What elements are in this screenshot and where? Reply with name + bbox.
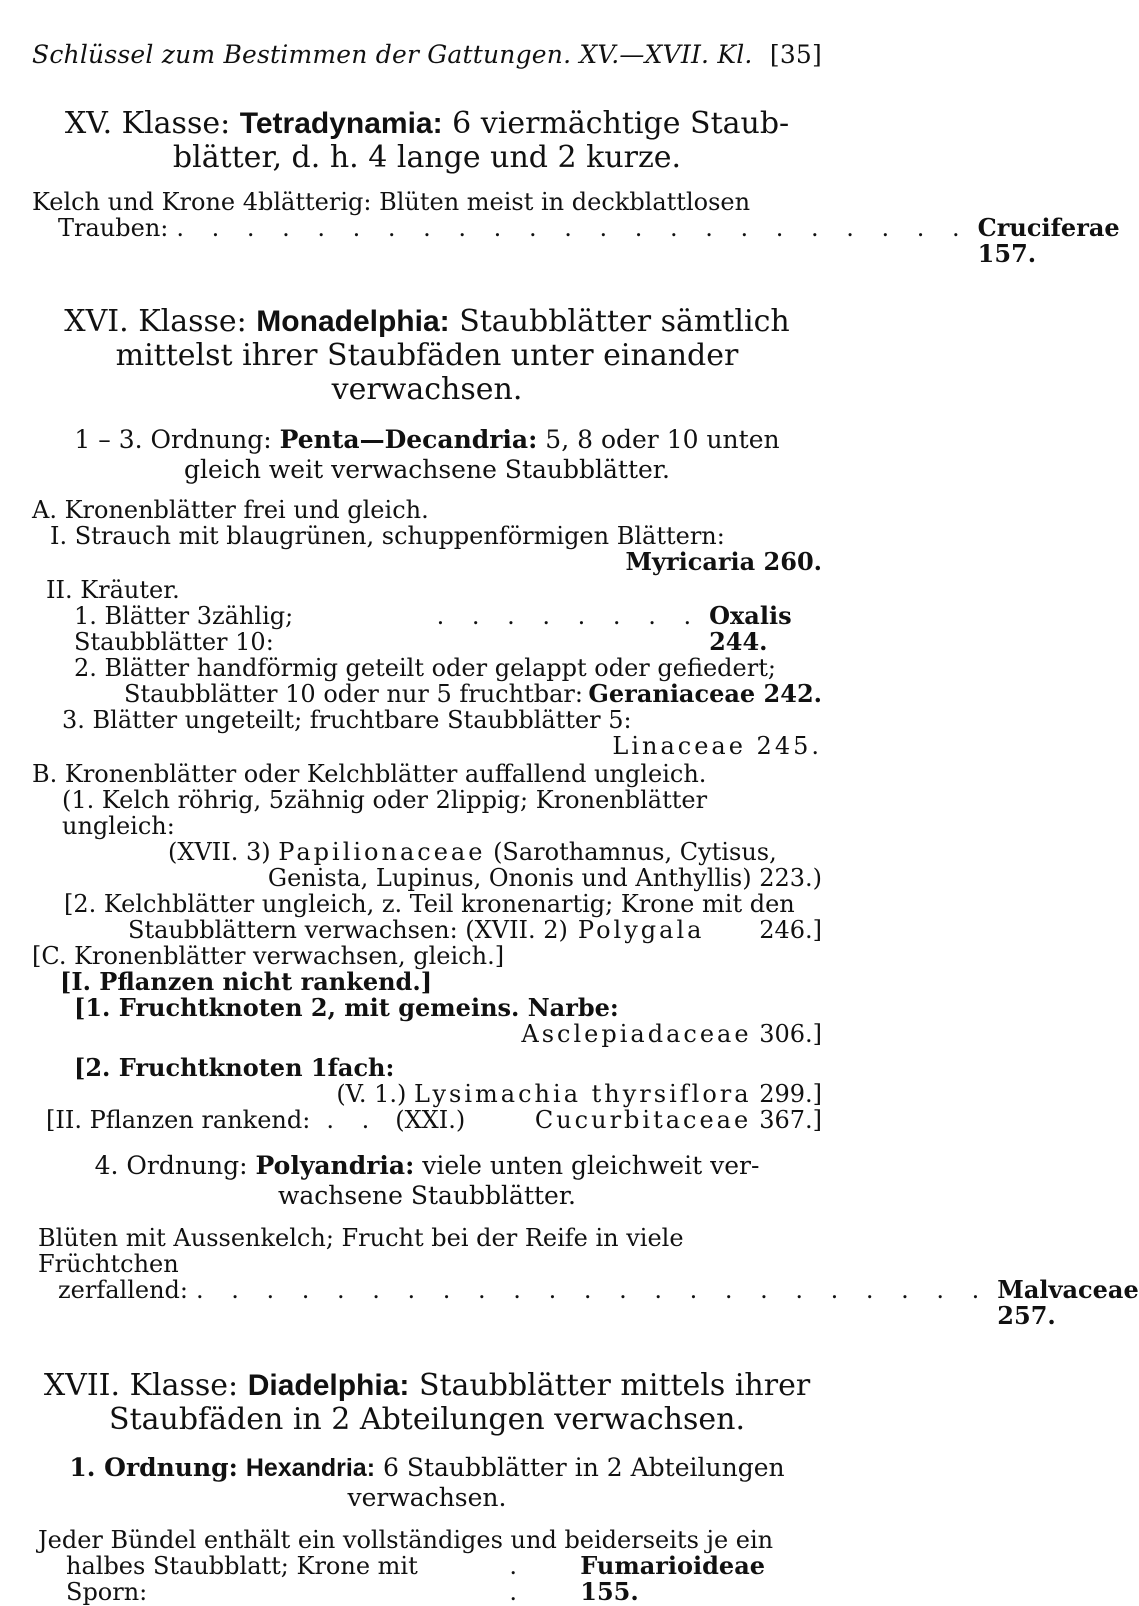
class-heading-xvii <box>32 1369 822 1403</box>
key-entry-text: Trauben: <box>58 214 169 242</box>
key-entry-text: Staubblätter 10 oder nur 5 fruchtbar: <box>124 680 583 708</box>
key-b: B. Kronenblätter oder Kelchblätter auffallend ungleich. <box>32 760 707 788</box>
class-name: Monadelphia: <box>256 305 450 338</box>
key-b-1-cont2: Genista, Lupinus, Ononis und Anthyllis) 223.) <box>267 864 822 892</box>
leader-dots: . . . . . . . . . . . . . . . . . . . . . . . <box>176 214 970 242</box>
family-name: Fumarioideae 155. <box>580 1551 766 1606</box>
key-c-i-1-family <box>32 1021 822 1047</box>
cross-ref: (V. 1.) <box>336 1080 407 1108</box>
order-desc: viele unten gleichweit ver- <box>422 1151 760 1180</box>
class-desc-cont: blätter, d. h. 4 lange und 2 kurze. <box>172 140 682 175</box>
leader-dots: . . . . . . . . . . . . . . . . . . . . . . . <box>195 1276 990 1304</box>
class-desc: 6 viermächtige Staub- <box>452 106 790 141</box>
key-a-ii-2-cont <box>32 681 822 707</box>
key-b-2-cont <box>32 917 822 943</box>
key-entry-cont <box>32 213 1120 268</box>
order-desc-cont: verwachsen. <box>347 1483 507 1512</box>
family-name: Cruciferae 157. <box>977 213 1120 268</box>
section-xv <box>32 106 1120 268</box>
order-desc: 5, 8 oder 10 unten <box>545 425 780 454</box>
key-b-2: [2. Kelchblätter ungleich, z. Teil kronenartig; Krone mit den <box>64 890 795 918</box>
order-desc: 6 Staubblätter in 2 Abteilungen <box>382 1453 785 1482</box>
running-title: Schlüssel zum Bestimmen der Gattungen. XV.—XVII. Kl. <box>32 40 753 69</box>
key-entry-cont <box>32 1553 822 1605</box>
class-desc: Staubblätter sämtlich <box>459 304 790 339</box>
class-prefix: XV. Klasse: <box>64 106 231 141</box>
key-entry: Blüten mit Aussenkelch; Frucht bei der Reife in viele Früchtchen <box>38 1224 684 1278</box>
key-a-ii-1 <box>32 603 822 655</box>
class-name: Tetradynamia: <box>239 107 443 140</box>
key-entry-text: Staubblättern verwachsen: (XVII. 2) <box>128 916 568 944</box>
key-b-1: (1. Kelch röhrig, 5zähnig oder 2lippig; Kronenblätter ungleich: <box>62 786 708 840</box>
leader-dots: . . . . . . . . <box>436 602 702 630</box>
key-c-ii <box>32 1107 822 1133</box>
key-c-i: [I. Pflanzen nicht rankend.] <box>60 967 433 996</box>
page-number: [35] <box>769 40 822 69</box>
family-name: Linaceae 245. <box>612 732 822 760</box>
key-entry-text: [II. Pflanzen rankend: <box>46 1106 311 1134</box>
leader-dots: . . <box>509 1552 528 1606</box>
family-name: Oxalis 244. <box>709 601 792 656</box>
class-prefix: XVII. Klasse: <box>43 1368 239 1403</box>
order-prefix: 4. Ordnung: <box>94 1151 248 1180</box>
class-prefix: XVI. Klasse: <box>64 304 247 339</box>
order-prefix: 1 – 3. Ordnung: <box>74 425 272 454</box>
family-name: Papilionaceae <box>278 838 486 866</box>
family-name: Cucurbitaceae <box>534 1106 752 1134</box>
key-a-ii: II. Kräuter. <box>46 576 180 604</box>
order-heading <box>32 1151 822 1181</box>
key-a-ii-3: 3. Blätter ungeteilt; fruchtbare Staubblätter 5: <box>62 706 632 734</box>
key-entry-text: (Sarothamnus, Cytisus, <box>493 838 777 866</box>
key-entry-text: zerfallend: <box>58 1276 188 1304</box>
order-desc-cont: gleich weit verwachsene Staubblätter. <box>184 455 670 484</box>
family-name: Lysimachia thyrsiflora <box>413 1080 752 1108</box>
key-a-i: I. Strauch mit blaugrünen, schuppenförmigen Blättern: <box>50 522 725 550</box>
class-desc-cont: Staubfäden in 2 Abteilungen verwachsen. <box>109 1402 745 1437</box>
key-entry-text: 1. Blätter 3zählig; Staubblätter 10: <box>74 602 294 656</box>
key-c-i-1: [1. Fruchtknoten 2, mit gemeins. Narbe: <box>74 993 619 1022</box>
cross-ref: (XVII. 3) <box>168 838 271 866</box>
order-desc-cont: wachsene Staubblätter. <box>278 1181 576 1210</box>
family-name: Myricaria 260. <box>625 547 822 576</box>
order-name: Polyandria: <box>255 1151 415 1180</box>
order-prefix: 1. Ordnung: <box>69 1453 238 1482</box>
key-c: [C. Kronenblätter verwachsen, gleich.] <box>32 942 505 970</box>
key-entry-cont <box>32 1275 1139 1330</box>
class-desc-cont: mittelst ihrer Staubfäden unter einander verwachsen. <box>115 338 739 407</box>
key-entry: Kelch und Krone 4blätterig: Blüten meist in deckblattlosen <box>32 188 751 216</box>
order-name: Hexandria: <box>245 1454 376 1482</box>
key-b-1-cont <box>32 839 822 865</box>
key-a-ii-2: 2. Blätter handförmig geteilt oder gelappt oder gefiedert; <box>74 654 776 682</box>
class-heading-xvi <box>32 305 822 339</box>
class-name: Diadelphia: <box>247 1369 410 1402</box>
cross-ref: (XXI.) <box>395 1106 466 1134</box>
family-number: 246.] <box>759 916 822 944</box>
key-c-i-2-family <box>32 1081 822 1107</box>
section-xvii <box>32 1369 822 1605</box>
family-name: Asclepiadaceae <box>521 1020 752 1048</box>
key-entry-text: halbes Staubblatt; Krone mit Sporn: <box>66 1552 418 1606</box>
class-heading-xv <box>32 107 822 141</box>
key-entry: Jeder Bündel enthält ein vollständiges und beiderseits je ein <box>38 1526 774 1554</box>
family-name: Malvaceae 257. <box>997 1275 1139 1330</box>
family-name: Geraniaceae 242. <box>588 679 822 708</box>
family-number: 367.] <box>759 1106 822 1134</box>
leader-dots: . . <box>326 1106 380 1134</box>
family-number: 306.] <box>759 1020 822 1048</box>
section-xvi <box>32 304 1139 1330</box>
key-c-i-2: [2. Fruchtknoten 1fach: <box>74 1053 395 1082</box>
family-name: Polygala <box>577 916 705 944</box>
order-heading <box>32 1453 822 1483</box>
key-a: A. Kronenblätter frei und gleich. <box>32 496 429 524</box>
order-name: Penta—Decandria: <box>279 425 538 454</box>
family-number: 299.] <box>759 1080 822 1108</box>
running-header <box>32 40 822 69</box>
class-desc: Staubblätter mittels ihrer <box>418 1368 811 1403</box>
order-heading <box>32 425 822 455</box>
